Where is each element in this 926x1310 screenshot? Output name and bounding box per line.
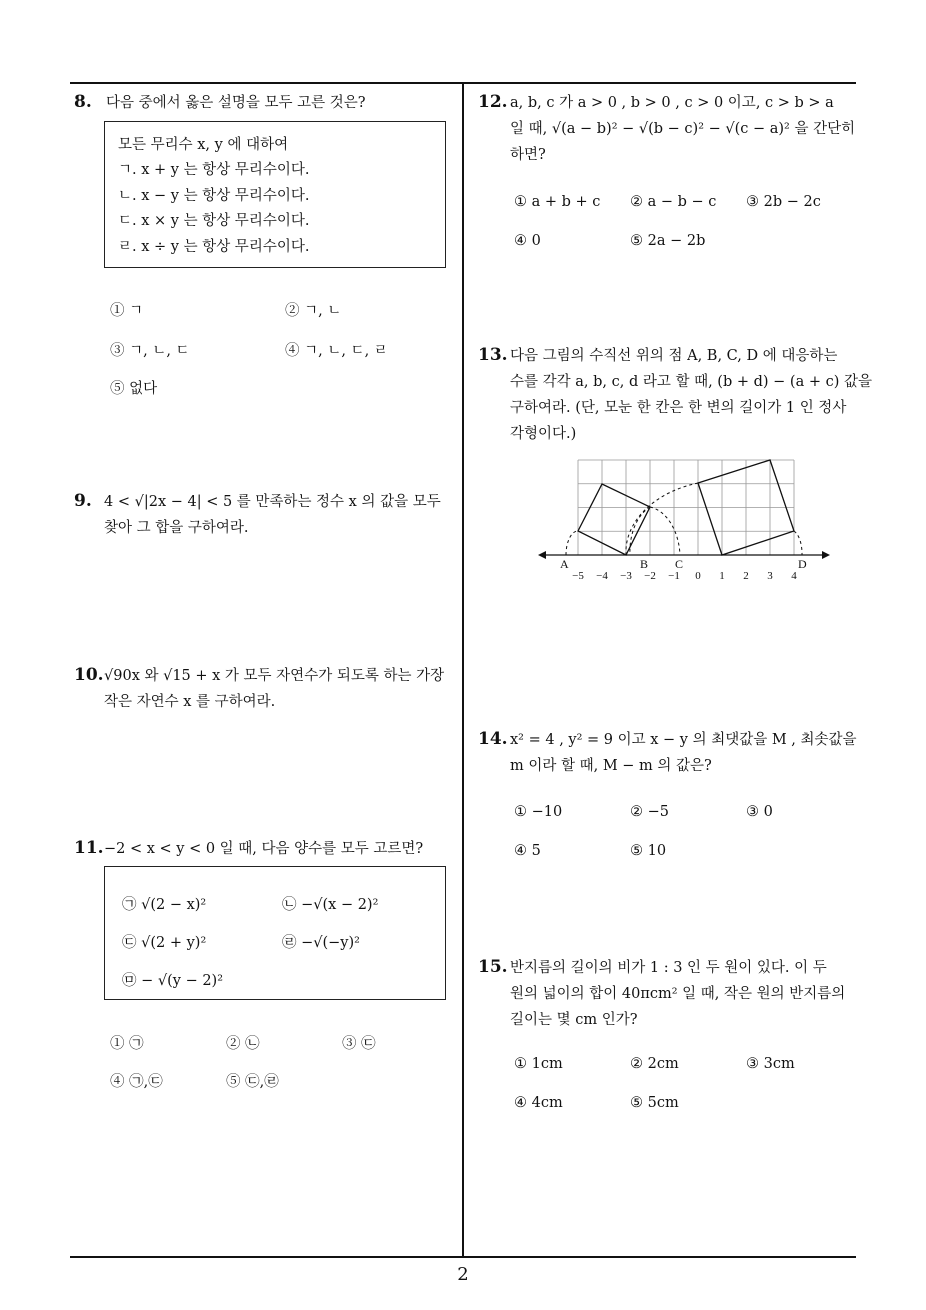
q14-choice-4[interactable]: ④ 5: [514, 843, 541, 859]
q8-choice-4[interactable]: ④ ㄱ, ㄴ, ㄷ, ㄹ: [285, 343, 388, 359]
grid: [578, 460, 794, 555]
q9-line2: 찾아 그 합을 구하여라.: [104, 520, 249, 536]
q11-choice-5[interactable]: ⑤ ㉢,㉣: [226, 1074, 279, 1090]
q11-text: −2 < x < y < 0 일 때, 다음 양수를 모두 고르면?: [104, 841, 424, 857]
page-number: 2: [457, 1264, 469, 1285]
q15-choice-2[interactable]: ② 2cm: [630, 1056, 679, 1072]
q8-box-line: ㄱ. x + y 는 항상 무리수이다.: [118, 162, 310, 178]
tick-label: −1: [668, 570, 680, 582]
q14-choice-5[interactable]: ⑤ 10: [630, 843, 667, 859]
q11-item-e: ㉤ − √(y − 2)²: [122, 973, 224, 989]
q12-line2: 일 때, √(a − b)² − √(b − c)² − √(c − a)² 을 간단히: [510, 121, 856, 137]
q13-number-line-figure: [530, 455, 840, 590]
q12-choice-5[interactable]: ⑤ 2a − 2b: [630, 233, 706, 249]
q12-choice-2[interactable]: ② a − b − c: [630, 194, 717, 210]
tick-label: −2: [644, 570, 656, 582]
q14-choice-1[interactable]: ① −10: [514, 804, 563, 820]
tick-label: 3: [767, 570, 773, 582]
q13-line2: 수를 각각 a, b, c, d 라고 할 때, (b + d) − (a + c) 값을: [510, 374, 872, 390]
tick-label: 0: [695, 570, 701, 582]
q12-line3: 하면?: [510, 147, 546, 163]
q15-line3: 길이는 몇 cm 인가?: [510, 1012, 638, 1028]
q8-choice-2[interactable]: ② ㄱ, ㄴ: [285, 303, 342, 319]
tick-label: 2: [743, 570, 749, 582]
tick-label: −5: [572, 570, 584, 582]
q10-line1: √90x 와 √15 + x 가 모두 자연수가 되도록 하는 가장: [104, 668, 445, 684]
q11-choice-3[interactable]: ③ ㉢: [342, 1036, 376, 1052]
q10-number: 10.: [74, 665, 104, 685]
q8-box-line: ㄹ. x ÷ y 는 항상 무리수이다.: [118, 239, 310, 255]
q15-line2: 원의 넓이의 합이 40πcm² 일 때, 작은 원의 반지름의: [510, 986, 846, 1002]
bottom-rule: [70, 1256, 856, 1258]
q12-number: 12.: [478, 92, 508, 112]
q13-line1: 다음 그림의 수직선 위의 점 A, B, C, D 에 대응하는: [510, 348, 838, 364]
q15-choice-1[interactable]: ① 1cm: [514, 1056, 563, 1072]
q11-item-c: ㉢ √(2 + y)²: [122, 935, 207, 951]
q14-choice-3[interactable]: ③ 0: [746, 804, 773, 820]
q14-number: 14.: [478, 729, 508, 749]
point-label-b: B: [640, 557, 649, 571]
column-divider: [462, 82, 464, 1258]
q8-choice-5[interactable]: ⑤ 없다: [110, 381, 158, 397]
q12-choice-3[interactable]: ③ 2b − 2c: [746, 194, 821, 210]
q8-box-line: ㄴ. x − y 는 항상 무리수이다.: [118, 188, 310, 204]
q11-choice-1[interactable]: ① ㉠: [110, 1036, 144, 1052]
left-square: [578, 484, 650, 555]
q12-choice-1[interactable]: ① a + b + c: [514, 194, 601, 210]
arrow-left: [538, 551, 546, 559]
q8-box-line: 모든 무리수 x, y 에 대하여: [118, 137, 289, 153]
q15-line1: 반지름의 길이의 비가 1 : 3 인 두 원이 있다. 이 두: [510, 960, 827, 976]
arrow-right: [822, 551, 830, 559]
q15-number: 15.: [478, 957, 508, 977]
q10-line2: 작은 자연수 x 를 구하여라.: [104, 694, 276, 710]
q9-number: 9.: [74, 491, 92, 511]
q8-box-line: ㄷ. x × y 는 항상 무리수이다.: [118, 213, 310, 229]
q8-text: 다음 중에서 옳은 설명을 모두 고른 것은?: [106, 95, 366, 111]
q13-line4: 각형이다.): [510, 426, 577, 442]
point-label-d: D: [798, 557, 807, 571]
q14-choice-2[interactable]: ② −5: [630, 804, 669, 820]
q12-choice-4[interactable]: ④ 0: [514, 233, 541, 249]
q13-number: 13.: [478, 345, 508, 365]
tick-label: −3: [620, 570, 632, 582]
tick-label: −4: [596, 570, 608, 582]
q11-item-a: ㉠ √(2 − x)²: [122, 897, 207, 913]
q15-choice-4[interactable]: ④ 4cm: [514, 1095, 563, 1111]
q14-line1: x² = 4 , y² = 9 이고 x − y 의 최댓값을 M , 최솟값을: [510, 732, 857, 748]
q11-number: 11.: [74, 838, 104, 858]
q15-choice-3[interactable]: ③ 3cm: [746, 1056, 795, 1072]
point-label-c: C: [675, 557, 684, 571]
q9-line1: 4 < √|2x − 4| < 5 를 만족하는 정수 x 의 값을 모두: [104, 494, 441, 510]
q8-choice-3[interactable]: ③ ㄱ, ㄴ, ㄷ: [110, 343, 190, 359]
q11-choice-4[interactable]: ④ ㉠,㉢: [110, 1074, 163, 1090]
tick-label: 4: [791, 570, 797, 582]
q13-line3: 구하여라. (단, 모눈 한 칸은 한 변의 길이가 1 인 정사: [510, 400, 847, 416]
q11-item-d: ㉣ −√(−y)²: [282, 935, 360, 951]
q12-line1: a, b, c 가 a > 0 , b > 0 , c > 0 이고, c > b > a: [510, 95, 834, 111]
q14-line2: m 이라 할 때, M − m 의 값은?: [510, 758, 712, 774]
tick-label: 1: [719, 570, 725, 582]
point-label-a: A: [560, 557, 569, 571]
q11-choice-2[interactable]: ② ㉡: [226, 1036, 260, 1052]
q15-choice-5[interactable]: ⑤ 5cm: [630, 1095, 679, 1111]
q8-number: 8.: [74, 92, 92, 112]
arcs: [566, 483, 802, 555]
q8-choice-1[interactable]: ① ㄱ: [110, 303, 144, 319]
q11-item-b: ㉡ −√(x − 2)²: [282, 897, 379, 913]
